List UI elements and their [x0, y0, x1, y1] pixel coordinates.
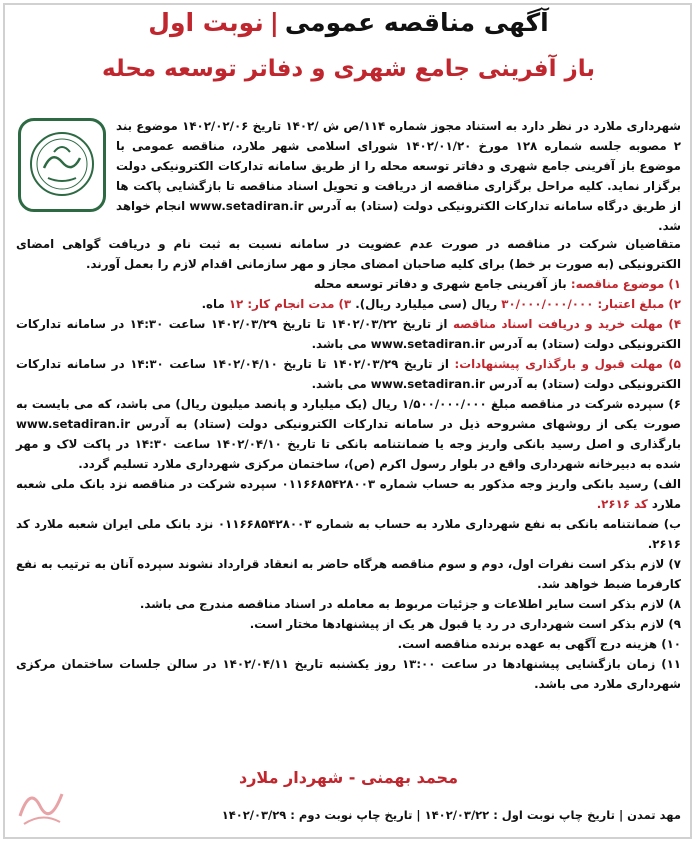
item-opening: ۱۱) زمان بازگشایی پیشنهادها در ساعت ۱۳:۰۰ روز یکشنبه تاریخ ۱۴۰۲/۰۴/۱۱ در سالن جلسات ساختمان مرکزی شهرداری ملارد می باشد. [16, 657, 681, 691]
item-document-text: از تاریخ ۱۴۰۲/۰۳/۲۲ تا تاریخ ۱۴۰۲/۰۳/۲۹ ساعت ۱۴:۳۰ در سامانه تدارکات الکترونیکی دولت (ستاد) به آدرس www.setadiran.ir می باشد. [16, 317, 681, 351]
item-deposit-a-text: الف) رسید بانکی واریز وجه مذکور به حساب شماره ۰۱۱۶۶۸۵۴۲۸۰۰۳ سپرده شرکت در مناقصه نزد بانک ملی شعبه ملارد [16, 477, 681, 511]
item-document-deadline [16, 314, 681, 354]
item-deposit-b: ب) ضمانتنامه بانکی به نفع شهرداری ملارد به حساب به شماره ۰۱۱۶۶۸۵۴۲۸۰۰۳ نزد بانک ملی ایران شعبه ملارد کد ۲۶۱۶. [16, 517, 681, 551]
item-forfeit: ۷) لازم بذکر است نفرات اول، دوم و سوم مناقصه هرگاه حاضر به انعقاد قرارداد نشوند سپرده آنان به ترتیب به نفع کارفرما ضبط خواهد شد. [16, 557, 681, 591]
item-bid-deadline [16, 354, 681, 394]
item-subject-text: باز آفرینی جامع شهری و دفاتر توسعه محله [313, 277, 567, 291]
item-subject-label: ۱) موضوع مناقصه: [570, 277, 681, 291]
item-ad-cost: ۱۰) هزینه درج آگهی به عهده برنده مناقصه است. [397, 637, 681, 651]
notice-title [0, 8, 697, 37]
item-budget-label: ۲) مبلغ اعتبار: ۳۰/۰۰۰/۰۰۰/۰۰۰ [501, 297, 681, 311]
notice-subtitle: باز آفرینی جامع شهری و دفاتر توسعه محله [102, 56, 595, 82]
item-bid-label: ۵) مهلت قبول و بارگذاری پیشنهادات: [454, 357, 681, 371]
title-text: آگهی مناقصه عمومی [284, 8, 549, 37]
item-details: ۸) لازم بذکر است سایر اطلاعات و جزئیات مربوط به معامله در اسناد مناقصه مندرج می باشد. [139, 597, 681, 611]
logo-emblem-icon [24, 124, 100, 206]
item-subject [16, 274, 681, 294]
item-rights: ۹) لازم بذکر است شهرداری در رد یا قبول هر یک از پیشنهادها مختار است. [249, 617, 681, 631]
title-separator: | [269, 8, 279, 37]
item-duration-text: ماه. [201, 297, 225, 311]
item-deposit-a-code: کد ۲۶۱۶. [596, 497, 648, 511]
item-deposit-a [16, 474, 681, 514]
notice-header [0, 0, 697, 100]
item-budget-duration [16, 294, 681, 314]
applicant-paragraph: متقاضیان شرکت در مناقصه در صورت عدم عضویت در سامانه نسبت به ثبت نام و دریافت گواهی امضای الکترونیکی (به صورت بر خط) برای کلیه صاحبان امضای مجاز و مهر سازمانی اقدام لازم را بعمل آورند. [16, 237, 681, 271]
notice-body [16, 234, 681, 694]
newspaper-watermark-icon [14, 776, 68, 830]
municipality-logo [18, 118, 106, 212]
print-dates-footer: مهد تمدن | تاریخ چاپ نوبت اول : ۱۴۰۲/۰۳/۲۲ | تاریخ چاپ نوبت دوم : ۱۴۰۲/۰۳/۲۹ [221, 808, 681, 822]
item-duration-label: ۳) مدت انجام کار: ۱۲ [228, 297, 352, 311]
item-document-label: ۴) مهلت خرید و دریافت اسناد مناقصه [452, 317, 682, 331]
intro-paragraph: شهرداری ملارد در نظر دارد به استناد مجوز شماره ۱۱۴/ص ش /۱۴۰۲ تاریخ ۱۴۰۲/۰۲/۰۶ موضوع بند ۲ مصوبه جلسه شماره ۱۲۸ مورخ ۱۴۰۲/۰۱/۲۰ شورای اسلامی شهر ملارد، مناقصه عمومی با موضوع باز آفرینی جامع شهری و دفاتر توسعه محله را از طریق سامانه تدارکات الکترونیکی دولت برگزار نماید. کلیه مراحل برگزاری مناقصه از دریافت و تحویل اسناد مناقصه تا بازگشایی پاکت ها از طریق درگاه سامانه تدارکات الکترونیکی دولت (ستاد) به آدرس www.setadiran.ir انجام خواهد شد. [116, 119, 682, 233]
round-badge: نوبت اول [148, 8, 264, 37]
signature: محمد بهمنی - شهردار ملارد [239, 768, 458, 787]
item-budget-text: ریال (سی میلیارد ریال). [355, 297, 498, 311]
item-bid-text: از تاریخ ۱۴۰۲/۰۳/۲۹ تا تاریخ ۱۴۰۲/۰۴/۱۰ ساعت ۱۴:۳۰ در سامانه تدارکات الکترونیکی دولت (ستاد) به آدرس www.setadiran.ir می باشد. [16, 357, 681, 391]
item-deposit: ۶) سپرده شرکت در مناقصه مبلغ ۱/۵۰۰/۰۰۰/۰۰۰ ریال (یک میلیارد و پانصد میلیون ریال) می باشد، که می بایست به صورت یکی از روشهای مشروحه ذیل در سامانه تدارکات الکترونیکی دولت (ستاد) به آدرس www.setadiran.ir بارگذاری و اصل رسید بانکی واریز وجه یا ضمانتنامه بانکی تا تاریخ ۱۴۰۲/۰۴/۱۰ ساعت ۱۴:۳۰ در پاکت لاک و مهر شده به دبیرخانه شهرداری واقع در بلوار رسول اکرم (ص)، ساختمان مرکزی شهرداری ملارد تسلیم گردد. [16, 397, 682, 471]
